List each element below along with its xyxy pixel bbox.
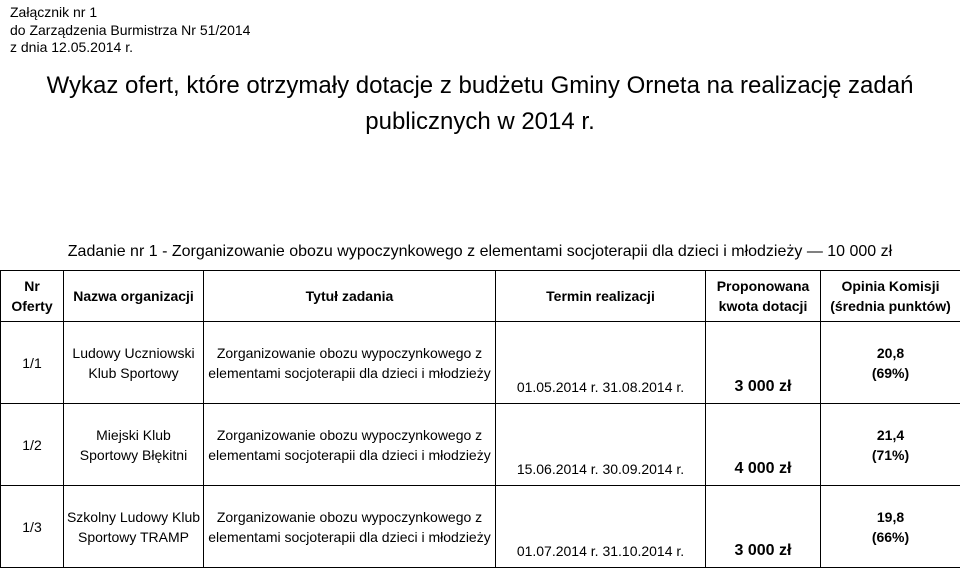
offer-number: 1/2 <box>1 404 64 486</box>
attachment-line-3: z dnia 12.05.2014 r. <box>10 39 250 57</box>
attachment-line-1: Załącznik nr 1 <box>10 4 250 22</box>
table-row <box>1 322 960 404</box>
title-line-2: publicznych w 2014 r. <box>0 104 960 140</box>
header-amount: Proponowana kwota dotacji <box>706 271 821 322</box>
table-row <box>1 486 960 568</box>
task-title: Zorganizowanie obozu wypoczynkowego z elementami socjoterapii dla dzieci i młodzieży <box>204 486 496 568</box>
grant-amount: 3 000 zł <box>706 486 821 568</box>
score: 20,8 <box>823 343 958 363</box>
task-heading: Zadanie nr 1 - Zorganizowanie obozu wypoczynkowego z elementami socjoterapii dla dzieci i młodzieży — 10 000 zł <box>0 242 960 262</box>
header-task-title: Tytuł zadania <box>204 271 496 322</box>
organization-name: Ludowy Uczniowski Klub Sportowy <box>64 322 204 404</box>
commission-opinion <box>821 486 960 568</box>
offer-number: 1/1 <box>1 322 64 404</box>
grant-amount: 4 000 zł <box>706 404 821 486</box>
organization-name: Miejski Klub Sportowy Błękitni <box>64 404 204 486</box>
attachment-line-2: do Zarządzenia Burmistrza Nr 51/2014 <box>10 22 250 40</box>
score: 19,8 <box>823 507 958 527</box>
header-term: Termin realizacji <box>496 271 706 322</box>
document-title <box>0 68 960 140</box>
table-header-row <box>1 271 960 322</box>
score-percent: (66%) <box>823 527 958 547</box>
score: 21,4 <box>823 425 958 445</box>
table-row <box>1 404 960 486</box>
score-percent: (69%) <box>823 363 958 383</box>
offer-number: 1/3 <box>1 486 64 568</box>
header-opinion: Opinia Komisji (średnia punktów) <box>821 271 960 322</box>
score-percent: (71%) <box>823 445 958 465</box>
commission-opinion <box>821 322 960 404</box>
commission-opinion <box>821 404 960 486</box>
realization-term: 15.06.2014 r. 30.09.2014 r. <box>496 404 706 486</box>
title-line-1: Wykaz ofert, które otrzymały dotacje z budżetu Gminy Orneta na realizację zadań <box>0 68 960 104</box>
task-title: Zorganizowanie obozu wypoczynkowego z elementami socjoterapii dla dzieci i młodzieży <box>204 404 496 486</box>
task-title: Zorganizowanie obozu wypoczynkowego z elementami socjoterapii dla dzieci i młodzieży <box>204 322 496 404</box>
header-offer-number: Nr Oferty <box>1 271 64 322</box>
offers-table <box>0 270 960 568</box>
realization-term: 01.05.2014 r. 31.08.2014 r. <box>496 322 706 404</box>
attachment-note <box>10 4 250 57</box>
grant-amount: 3 000 zł <box>706 322 821 404</box>
header-organization: Nazwa organizacji <box>64 271 204 322</box>
realization-term: 01.07.2014 r. 31.10.2014 r. <box>496 486 706 568</box>
organization-name: Szkolny Ludowy Klub Sportowy TRAMP <box>64 486 204 568</box>
